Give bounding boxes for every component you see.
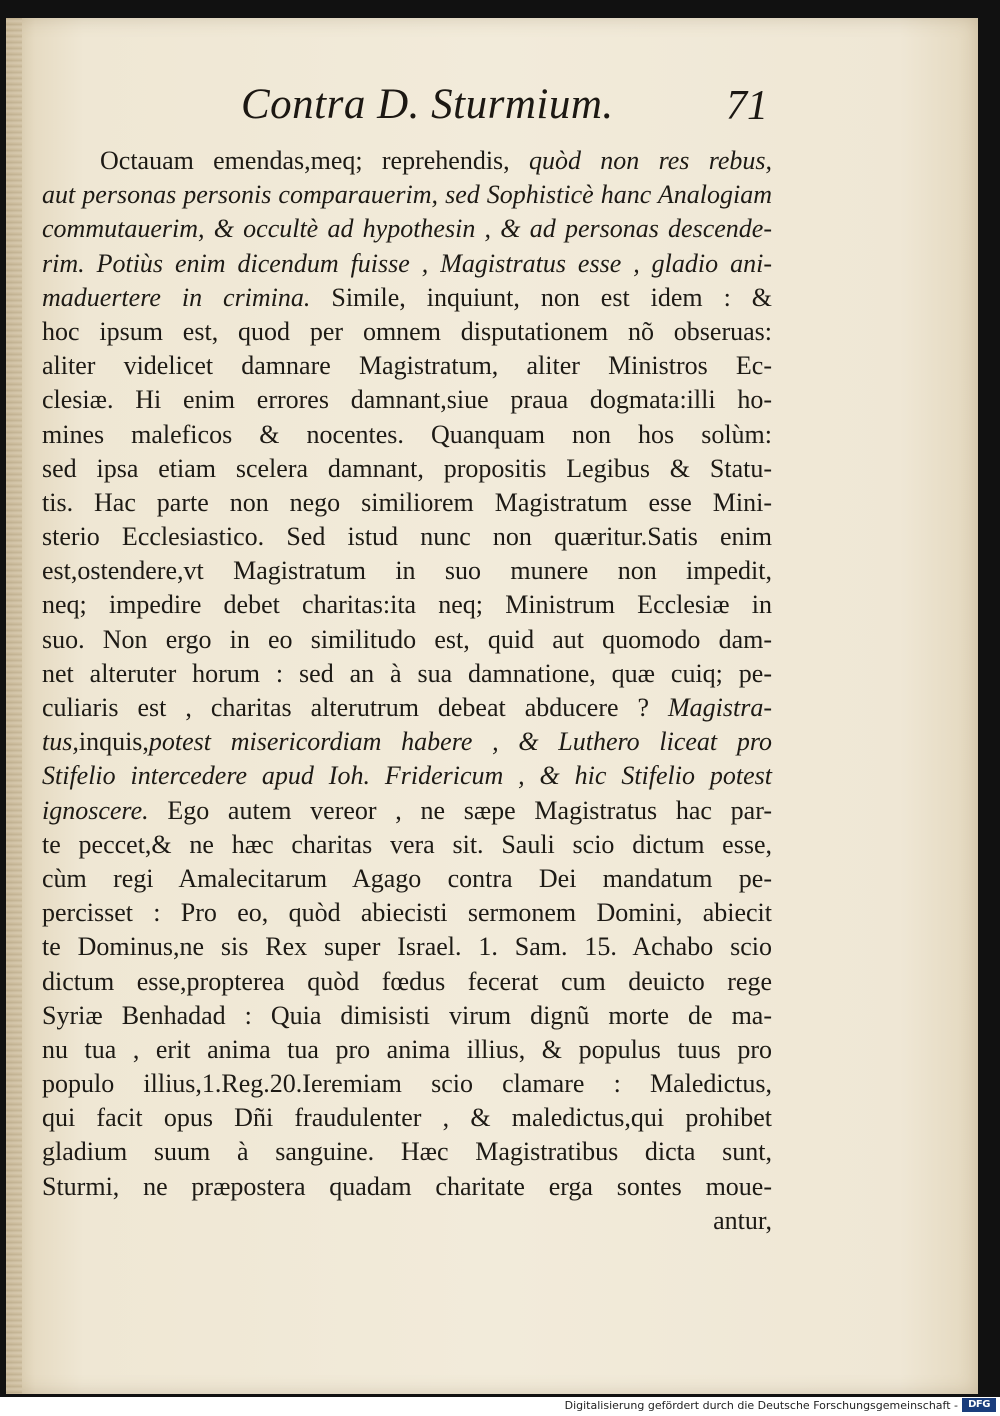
text-line <box>42 862 772 896</box>
text-line <box>42 452 772 486</box>
italic-text: rim. Potiùs enim dicendum fuisse , Magistratus esse , gladio ani- <box>42 248 772 278</box>
italic-text: tus, <box>42 727 79 757</box>
roman-text: Syriæ Benhadad : Quia dimisisti virum dignũ morte de ma- <box>42 1000 772 1030</box>
roman-text: qui facit opus Dñi fraudulenter , & maledictus,qui prohibet <box>42 1103 772 1133</box>
italic-text: ignoscere. <box>42 795 149 825</box>
italic-text: Stifelio intercedere apud Ioh. Fridericum , & hic Stifelio potest <box>42 761 772 791</box>
roman-text: populo illius,1.Reg.20.Ieremiam scio clamare : Maledictus, <box>42 1069 772 1099</box>
roman-text: tis. Hac parte non nego similiorem Magistratum esse Mini- <box>42 487 772 517</box>
roman-text: antur, <box>713 1205 772 1235</box>
text-line <box>42 520 772 554</box>
text-line <box>42 896 772 930</box>
roman-text: cùm regi Amalecitarum Agago contra Dei mandatum pe- <box>42 863 772 893</box>
roman-text: culiaris est , charitas alterutrum debeat abducere ? <box>42 693 668 722</box>
text-line <box>42 383 772 417</box>
roman-text: mines maleficos & nocentes. Quanquam non hos solùm: <box>42 419 772 449</box>
roman-text: aliter videlicet damnare Magistratum, aliter Ministros Ec- <box>42 351 772 381</box>
text-line <box>42 623 772 657</box>
book-page <box>6 18 978 1394</box>
text-line <box>42 144 772 178</box>
page-header <box>36 80 776 140</box>
text-line <box>42 418 772 452</box>
roman-text: dictum esse,propterea quòd fœdus fecerat cum deuicto rege <box>42 966 772 996</box>
text-line <box>42 315 772 349</box>
roman-text: suo. Non ergo in eo similitudo est, quid aut quomodo dam- <box>42 624 772 654</box>
roman-text: Octauam emendas,meq; reprehendis, <box>100 146 529 175</box>
italic-text: commutauerim, & occultè ad hypothesin , & ad personas descende- <box>42 214 772 244</box>
roman-text: te peccet,& ne hæc charitas vera sit. Sauli scio dictum esse, <box>42 829 772 859</box>
text-line <box>42 178 772 212</box>
text-line <box>42 554 772 588</box>
text-line <box>42 1170 772 1204</box>
roman-text: net alteruter horum : sed an à sua damnatione, quæ cuiq; pe- <box>42 658 772 688</box>
roman-text: Sturmi, ne præpostera quadam charitate erga sontes moue- <box>42 1171 772 1201</box>
roman-text: sed ipsa etiam scelera damnant, propositis Legibus & Statu- <box>42 453 772 483</box>
dfg-logo: DFG <box>962 1398 996 1412</box>
roman-text: inquis, <box>78 727 149 757</box>
italic-text: aut personas personis comparauerim, sed Sophisticè hanc Analogiam <box>42 180 772 210</box>
italic-text: potest misericordiam habere , & Luthero liceat pro <box>148 727 772 757</box>
roman-text: sterio Ecclesiastico. Sed istud nunc non quæritur.Satis enim <box>42 522 772 552</box>
body-text <box>42 144 772 1238</box>
text-line <box>42 828 772 862</box>
text-line <box>42 930 772 964</box>
text-line <box>42 486 772 520</box>
page-edge <box>6 18 22 1394</box>
text-line <box>42 349 772 383</box>
roman-text: Ego autem vereor , ne sæpe Magistratus hac par- <box>148 795 772 825</box>
roman-text: est,ostendere,vt Magistratum in suo munere non impedit, <box>42 556 772 586</box>
funding-credit: Digitalisierung gefördert durch die Deutsche Forschungsgemeinschaft - <box>564 1399 958 1412</box>
text-line <box>42 1067 772 1101</box>
roman-text: te Dominus,ne sis Rex super Israel. 1. Sam. 15. Achabo scio <box>42 932 772 962</box>
page-number: 71 <box>726 83 768 129</box>
text-line <box>42 1135 772 1169</box>
text-line <box>42 588 772 622</box>
italic-text: maduertere in crimina. <box>42 282 332 312</box>
roman-text: percisset : Pro eo, quòd abiecisti sermonem Domini, abiecit <box>42 898 772 928</box>
text-line <box>42 212 772 246</box>
roman-text: clesiæ. Hi enim errores damnant,siue praua dogmata:illi ho- <box>42 385 772 415</box>
italic-text: Magistra- <box>668 693 772 722</box>
text-line <box>42 657 772 691</box>
roman-text: gladium suum à sanguine. Hæc Magistratibus dicta sunt, <box>42 1137 772 1167</box>
text-line <box>42 281 772 315</box>
text-line <box>42 691 772 725</box>
text-line <box>42 247 772 281</box>
italic-text: quòd non res rebus, <box>528 146 773 175</box>
roman-text: Simile, inquiunt, non est idem : & <box>331 282 772 312</box>
text-line <box>42 1033 772 1067</box>
roman-text: hoc ipsum est, quod per omnem disputationem nõ obseruas: <box>42 316 772 346</box>
text-line <box>42 1204 772 1238</box>
text-line <box>42 794 772 828</box>
text-line <box>42 759 772 793</box>
roman-text: nu tua , erit anima tua pro anima illius, & populus tuus pro <box>42 1034 772 1064</box>
text-line <box>42 1101 772 1135</box>
text-line <box>42 725 772 759</box>
running-head: Contra D. Sturmium. <box>241 81 614 128</box>
text-line <box>42 965 772 999</box>
roman-text: neq; impedire debet charitas:ita neq; Ministrum Ecclesiæ in <box>42 590 772 620</box>
text-line <box>42 999 772 1033</box>
